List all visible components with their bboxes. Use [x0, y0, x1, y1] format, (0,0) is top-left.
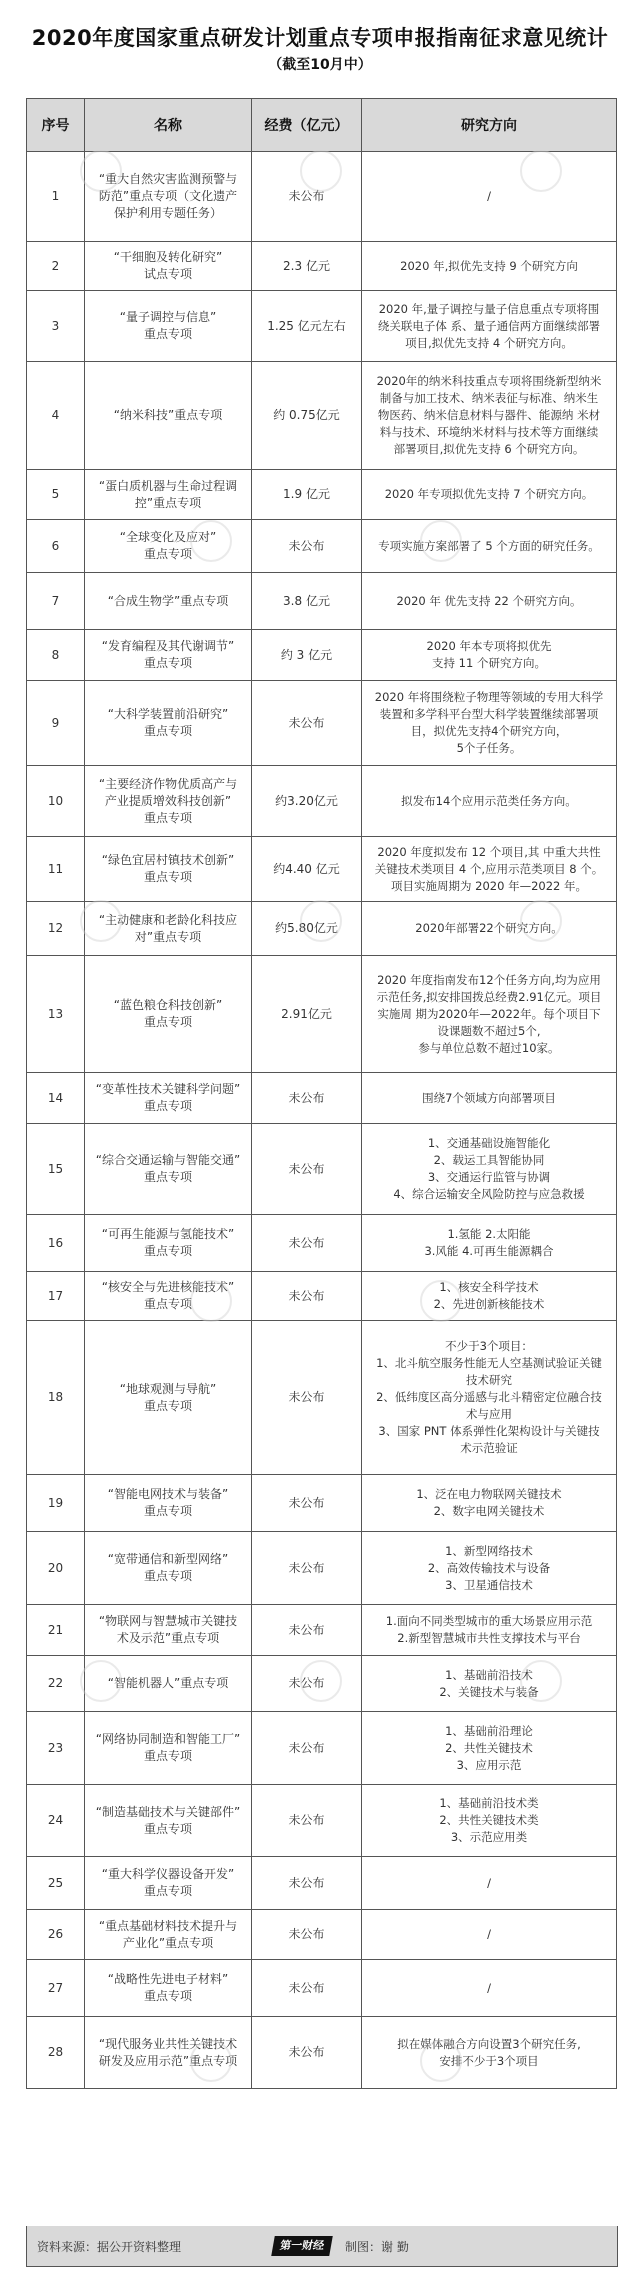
brand-logo: 第一财经: [271, 2236, 333, 2256]
cell-funding: 未公布: [252, 1712, 362, 1785]
table-row: [27, 902, 617, 956]
cell-name: “重大自然灾害监测预警与 防范”重点专项（文化遗产 保护利用专题任务）: [85, 152, 252, 242]
cell-number: 17: [27, 1272, 85, 1321]
cell-name: “发育编程及其代谢调节” 重点专项: [85, 630, 252, 681]
cell-number: 20: [27, 1532, 85, 1605]
cell-name: “蓝色粮仓科技创新” 重点专项: [85, 956, 252, 1073]
cell-name: “重点基础材料技术提升与 产业化”重点专项: [85, 1910, 252, 1960]
cell-funding: 未公布: [252, 1960, 362, 2017]
cell-funding: 未公布: [252, 1272, 362, 1321]
cell-direction: 2020年的纳米科技重点专项将围绕新型纳米 制备与加工技术、纳米表征与标准、纳米生 物医药、纳米信息材料与器件、能源纳 米材 料与技术、环境纳米材料与技术等方面继续 部署项目,拟优先支持 6 个研究方向。: [362, 362, 617, 470]
cell-number: 15: [27, 1124, 85, 1215]
cell-funding: 约3.20亿元: [252, 766, 362, 837]
cell-number: 7: [27, 573, 85, 630]
table-row: [27, 1712, 617, 1785]
cell-direction: 2020 年将围绕粒子物理等领域的专用大科学 装置和多学科平台型大科学装置继续部署项 目，拟优先支持4个研究方向， 5个子任务。: [362, 681, 617, 766]
cell-direction: 2020 年专项拟优先支持 7 个研究方向。: [362, 470, 617, 520]
table-header-row: [27, 99, 617, 152]
cell-direction: 2020 年 优先支持 22 个研究方向。: [362, 573, 617, 630]
table-body: [27, 152, 617, 2089]
cell-number: 22: [27, 1656, 85, 1712]
cell-number: 8: [27, 630, 85, 681]
cell-name: “可再生能源与氢能技术” 重点专项: [85, 1215, 252, 1272]
cell-funding: 1.25 亿元左右: [252, 291, 362, 362]
cell-name: “大科学装置前沿研究” 重点专项: [85, 681, 252, 766]
cell-number: 11: [27, 837, 85, 902]
cell-name: “网络协同制造和智能工厂” 重点专项: [85, 1712, 252, 1785]
cell-direction: 2020 年,量子调控与量子信息重点专项将围 绕关联电子体 系、量子通信两方面继续部署 项目,拟优先支持 4 个研究方向。: [362, 291, 617, 362]
cell-name: “地球观测与导航” 重点专项: [85, 1321, 252, 1475]
cell-number: 2: [27, 242, 85, 291]
table-row: [27, 152, 617, 242]
cell-funding: 约4.40 亿元: [252, 837, 362, 902]
cell-number: 24: [27, 1785, 85, 1857]
table-row: [27, 1656, 617, 1712]
table-row: [27, 1073, 617, 1124]
cell-name: “宽带通信和新型网络” 重点专项: [85, 1532, 252, 1605]
header-direction: 研究方向: [362, 99, 617, 152]
cell-name: “干细胞及转化研究” 试点专项: [85, 242, 252, 291]
cell-direction: 1.面向不同类型城市的重大场景应用示范 2.新型智慧城市共性支撑技术与平台: [362, 1605, 617, 1656]
cell-funding: 未公布: [252, 1785, 362, 1857]
cell-number: 5: [27, 470, 85, 520]
cell-number: 18: [27, 1321, 85, 1475]
cell-name: “重大科学仪器设备开发” 重点专项: [85, 1857, 252, 1910]
cell-funding: 未公布: [252, 1073, 362, 1124]
cell-name: “现代服务业共性关键技术 研发及应用示范”重点专项: [85, 2017, 252, 2089]
cell-direction: 1、基础前沿技术类 2、共性关键技术类 3、示范应用类: [362, 1785, 617, 1857]
cell-direction: 1、新型网络技术 2、高效传输技术与设备 3、卫星通信技术: [362, 1532, 617, 1605]
cell-number: 3: [27, 291, 85, 362]
cell-name: “战略性先进电子材料” 重点专项: [85, 1960, 252, 2017]
table-row: [27, 1910, 617, 1960]
cell-funding: 2.91亿元: [252, 956, 362, 1073]
cell-direction: /: [362, 1960, 617, 2017]
cell-number: 1: [27, 152, 85, 242]
cell-funding: 1.9 亿元: [252, 470, 362, 520]
cell-direction: 2020年部署22个研究方向。: [362, 902, 617, 956]
table-row: [27, 242, 617, 291]
table-row: [27, 630, 617, 681]
cell-funding: 3.8 亿元: [252, 573, 362, 630]
cell-funding: 未公布: [252, 1532, 362, 1605]
cell-name: “智能电网技术与装备” 重点专项: [85, 1475, 252, 1532]
table-row: [27, 470, 617, 520]
table-row: [27, 1475, 617, 1532]
cell-funding: 未公布: [252, 1124, 362, 1215]
cell-direction: 1、基础前沿理论 2、共性关键技术 3、应用示范: [362, 1712, 617, 1785]
table-row: [27, 1960, 617, 2017]
cell-funding: 约5.80亿元: [252, 902, 362, 956]
cell-direction: /: [362, 1910, 617, 1960]
table-row: [27, 956, 617, 1073]
cell-funding: 未公布: [252, 1605, 362, 1656]
cell-funding: 未公布: [252, 2017, 362, 2089]
cell-funding: 未公布: [252, 1475, 362, 1532]
cell-name: “合成生物学”重点专项: [85, 573, 252, 630]
table-row: [27, 1272, 617, 1321]
table-row: [27, 1785, 617, 1857]
header-name: 名称: [85, 99, 252, 152]
footer-bar: [26, 2226, 618, 2267]
table-row: [27, 291, 617, 362]
cell-number: 6: [27, 520, 85, 573]
cell-direction: 专项实施方案部署了 5 个方面的研究任务。: [362, 520, 617, 573]
table-row: [27, 1857, 617, 1910]
cell-direction: 拟在媒体融合方向设置3个研究任务, 安排不少于3个项目: [362, 2017, 617, 2089]
table-row: [27, 681, 617, 766]
cell-number: 23: [27, 1712, 85, 1785]
cell-number: 26: [27, 1910, 85, 1960]
cell-number: 27: [27, 1960, 85, 2017]
cell-funding: 未公布: [252, 152, 362, 242]
cell-funding: 约 3 亿元: [252, 630, 362, 681]
cell-number: 12: [27, 902, 85, 956]
cell-name: “主动健康和老龄化科技应 对”重点专项: [85, 902, 252, 956]
cell-funding: 约 0.75亿元: [252, 362, 362, 470]
cell-number: 21: [27, 1605, 85, 1656]
cell-direction: 围绕7个领域方向部署项目: [362, 1073, 617, 1124]
cell-name: “核安全与先进核能技术” 重点专项: [85, 1272, 252, 1321]
cell-number: 9: [27, 681, 85, 766]
table-row: [27, 1215, 617, 1272]
cell-funding: 未公布: [252, 1321, 362, 1475]
table-row: [27, 837, 617, 902]
page-subtitle: （截至10月中）: [268, 57, 372, 73]
table-row: [27, 766, 617, 837]
cell-name: “智能机器人”重点专项: [85, 1656, 252, 1712]
cell-name: “纳米科技”重点专项: [85, 362, 252, 470]
cell-direction: 1、泛在电力物联网关键技术 2、数字电网关键技术: [362, 1475, 617, 1532]
cell-direction: 2020 年本专项将拟优先 支持 11 个研究方向。: [362, 630, 617, 681]
page-title: 2020年度国家重点研发计划重点专项申报指南征求意见统计: [31, 26, 609, 50]
cell-direction: 1、核安全科学技术 2、先进创新核能技术: [362, 1272, 617, 1321]
cell-number: 10: [27, 766, 85, 837]
cell-funding: 未公布: [252, 681, 362, 766]
chart-credit: 制图：谢 勤: [345, 2240, 409, 2254]
cell-direction: 不少于3个项目： 1、北斗航空服务性能无人空基测试验证关键 技术研究 2、低纬度区高分遥感与北斗精密定位融合技 术与应用 3、国家 PNT 体系弹性化架构设计与关键技 术示范验证: [362, 1321, 617, 1475]
cell-funding: 未公布: [252, 1910, 362, 1960]
cell-number: 13: [27, 956, 85, 1073]
table-row: [27, 1124, 617, 1215]
cell-name: “制造基础技术与关键部件” 重点专项: [85, 1785, 252, 1857]
data-source: 资料来源：据公开资料整理: [37, 2240, 182, 2254]
cell-number: 14: [27, 1073, 85, 1124]
cell-direction: 2020 年度指南发布12个任务方向,均为应用 示范任务,拟安排国拨总经费2.91亿元。项目 实施周 期为2020年—2022年。每个项目下 设课题数不超过5个, 参与单位总数不超过10家。: [362, 956, 617, 1073]
cell-name: “量子调控与信息” 重点专项: [85, 291, 252, 362]
cell-number: 16: [27, 1215, 85, 1272]
cell-name: “物联网与智慧城市关键技 术及示范”重点专项: [85, 1605, 252, 1656]
cell-funding: 未公布: [252, 1857, 362, 1910]
cell-direction: 1.氢能 2.太阳能 3.风能 4.可再生能源耦合: [362, 1215, 617, 1272]
table-row: [27, 1321, 617, 1475]
cell-number: 28: [27, 2017, 85, 2089]
cell-name: “综合交通运输与智能交通” 重点专项: [85, 1124, 252, 1215]
cell-number: 25: [27, 1857, 85, 1910]
table-row: [27, 573, 617, 630]
cell-number: 19: [27, 1475, 85, 1532]
cell-name: “主要经济作物优质高产与 产业提质增效科技创新” 重点专项: [85, 766, 252, 837]
cell-funding: 未公布: [252, 1215, 362, 1272]
header-funding: 经费（亿元）: [252, 99, 362, 152]
table-row: [27, 2017, 617, 2089]
header-number: 序号: [27, 99, 85, 152]
cell-funding: 未公布: [252, 1656, 362, 1712]
cell-name: “蛋白质机器与生命过程调 控”重点专项: [85, 470, 252, 520]
cell-direction: 1、基础前沿技术 2、关键技术与装备: [362, 1656, 617, 1712]
data-table: [26, 98, 617, 2089]
cell-direction: 2020 年度拟发布 12 个项目,其 中重大共性 关键技术类项目 4 个,应用示范类项目 8 个。 项目实施周期为 2020 年—2022 年。: [362, 837, 617, 902]
table-row: [27, 1605, 617, 1656]
cell-name: “全球变化及应对” 重点专项: [85, 520, 252, 573]
table-row: [27, 362, 617, 470]
cell-direction: /: [362, 1857, 617, 1910]
cell-funding: 未公布: [252, 520, 362, 573]
cell-direction: 拟发布14个应用示范类任务方向。: [362, 766, 617, 837]
cell-name: “绿色宜居村镇技术创新” 重点专项: [85, 837, 252, 902]
cell-direction: 1、交通基础设施智能化 2、载运工具智能协同 3、交通运行监管与协调 4、综合运输安全风险防控与应急救援: [362, 1124, 617, 1215]
cell-direction: 2020 年,拟优先支持 9 个研究方向: [362, 242, 617, 291]
cell-number: 4: [27, 362, 85, 470]
table-row: [27, 520, 617, 573]
cell-direction: /: [362, 152, 617, 242]
cell-funding: 2.3 亿元: [252, 242, 362, 291]
cell-name: “变革性技术关键科学问题” 重点专项: [85, 1073, 252, 1124]
table-row: [27, 1532, 617, 1605]
